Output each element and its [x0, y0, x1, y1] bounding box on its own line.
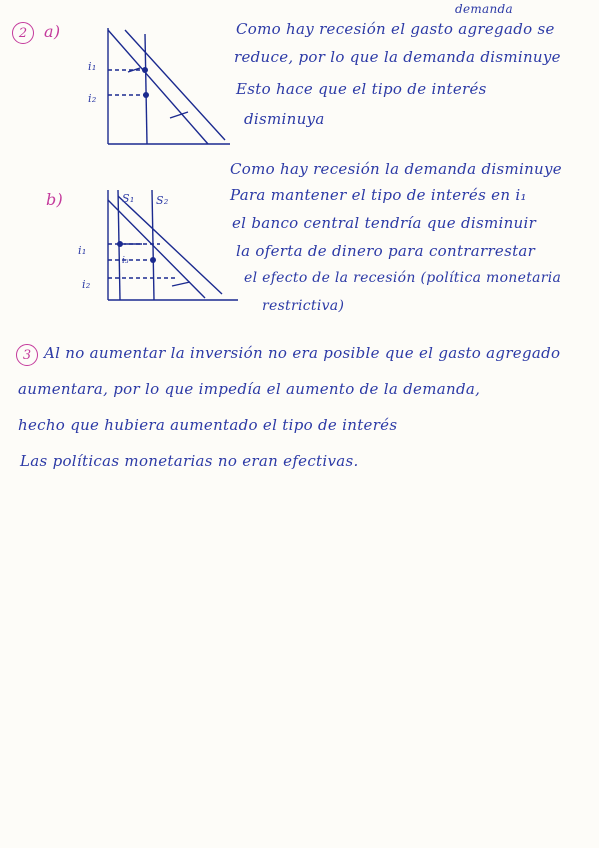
graph-a-point-1 — [142, 67, 148, 73]
graph-b-supply-2 — [152, 190, 154, 300]
graph-b-demand-2 — [118, 196, 222, 294]
graph-b-label-i3: i₃ — [122, 256, 130, 266]
q3-line-4: Las políticas monetarias no eran efectivas. — [20, 452, 359, 470]
graph-a-label-i1: i₁ — [88, 60, 97, 73]
question-3-number: 3 — [16, 344, 38, 366]
graph-b-point-2 — [150, 257, 156, 263]
graph-a-arrow-2 — [170, 112, 188, 118]
part-a-line-1: Como hay recesión el gasto agregado se — [236, 20, 555, 38]
graph-b-supply-1 — [118, 190, 120, 300]
graph-a-arrow-1 — [128, 68, 140, 72]
graph-a-label-i2: i₂ — [88, 92, 97, 105]
part-b-line-6: restrictiva) — [262, 298, 345, 314]
graph-b-demand-1 — [108, 200, 205, 298]
graph-a-point-2 — [143, 92, 149, 98]
q3-line-2: aumentara, por lo que impedía el aumento de la demanda, — [18, 380, 481, 398]
q3-line-3: hecho que hubiera aumentado el tipo de interés — [18, 416, 398, 434]
part-a-line-2: reduce, por lo que la demanda disminuye — [234, 48, 561, 66]
part-b-line-4: la oferta de dinero para contrarrestar — [236, 242, 536, 260]
part-b-label: b) — [46, 190, 64, 209]
graph-b-arrow-2 — [172, 282, 190, 286]
graph-a-supply — [145, 34, 147, 144]
part-b-line-3: el banco central tendría que disminuir — [232, 214, 537, 232]
part-b-line-2: Para mantener el tipo de interés en i₁ — [230, 186, 527, 204]
part-b-line-1: Como hay recesión la demanda disminuye — [230, 160, 562, 178]
part-a-label: a) — [44, 22, 61, 41]
graph-b-point-1 — [117, 241, 123, 247]
part-a-line-4: disminuya — [244, 110, 325, 128]
graph-a-demand-2 — [125, 30, 225, 140]
graph-b-label-s1: S₁ — [122, 192, 135, 205]
part-a-line-3: Esto hace que el tipo de interés — [236, 80, 487, 98]
graph-b-label-s2: S₂ — [156, 194, 169, 207]
graph-b-label-i1: i₁ — [78, 244, 87, 257]
part-a-insertion: demanda — [455, 2, 513, 16]
graph-b-label-i2: i₂ — [82, 278, 91, 291]
part-b-line-5: el efecto de la recesión (política monetaria — [244, 270, 562, 286]
q3-line-1: Al no aumentar la inversión no era posible que el gasto agregado — [44, 344, 561, 362]
graph-a-demand-1 — [108, 30, 208, 144]
question-2-number: 2 — [12, 22, 34, 44]
